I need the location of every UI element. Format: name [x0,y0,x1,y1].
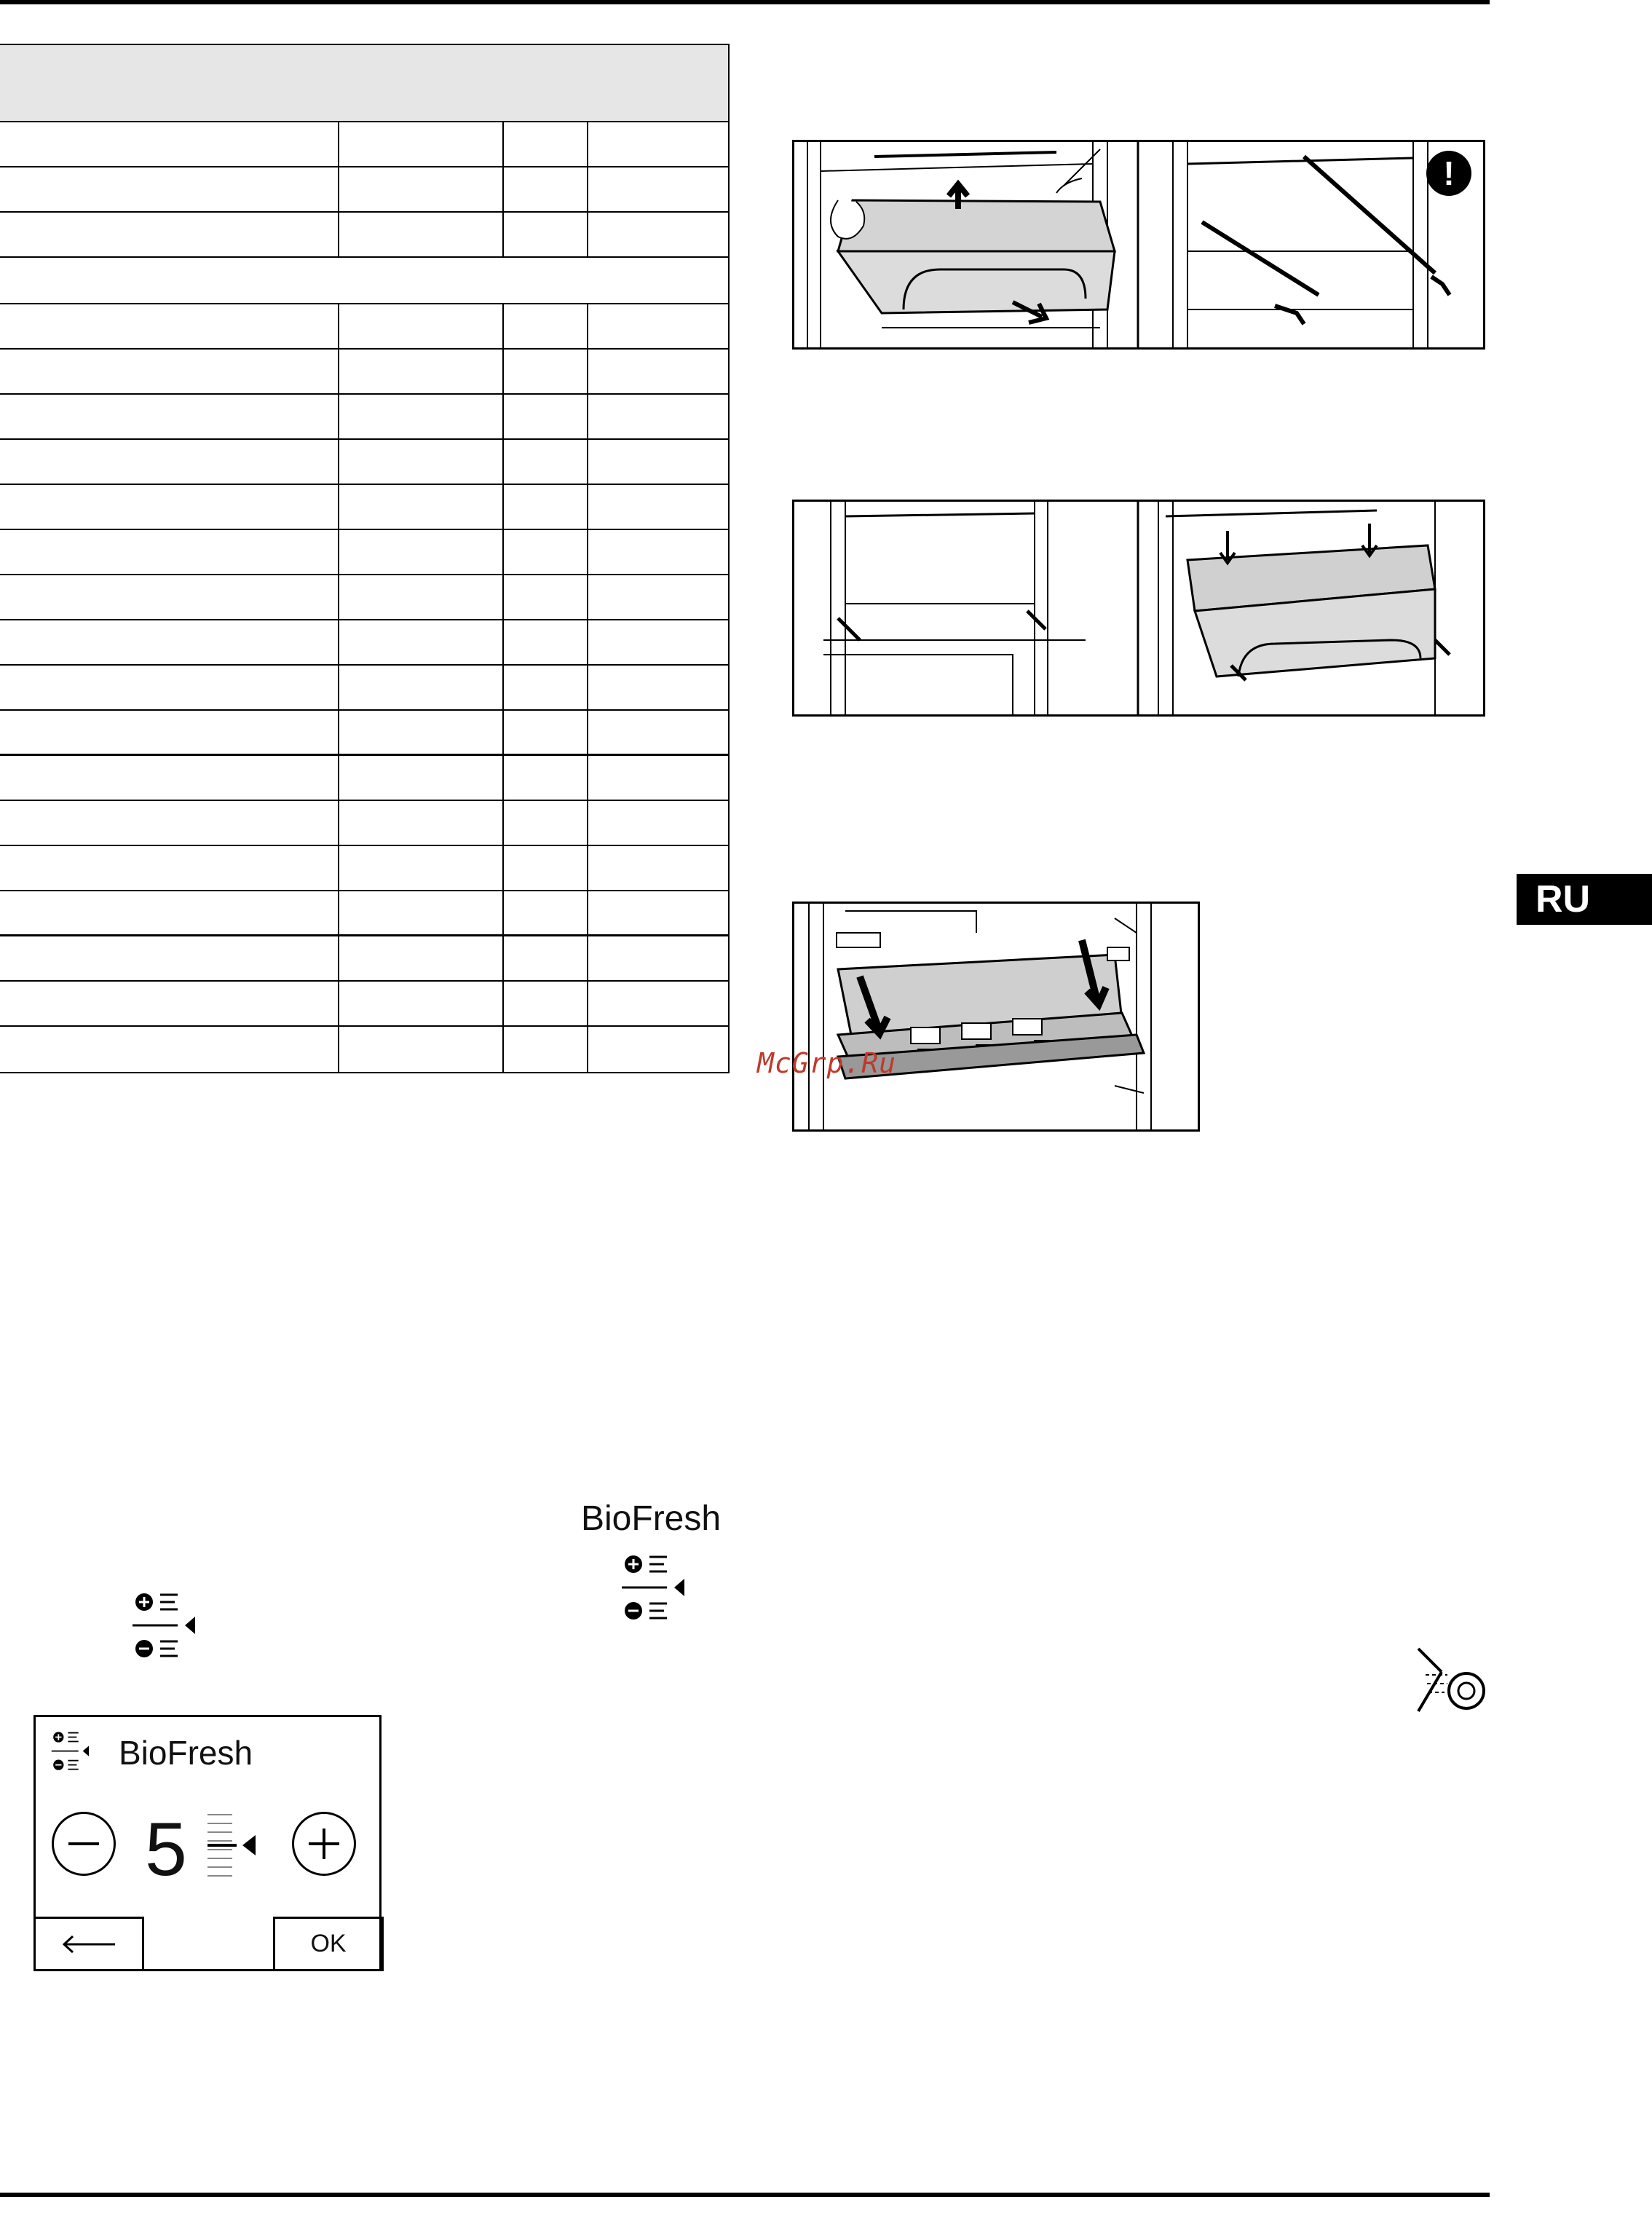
level-scale-icon [205,1810,260,1884]
table-row [0,711,728,756]
figure-drawer-removal [792,140,1485,350]
spec-table [0,44,730,1073]
watermark: McGrp.Ru [757,1047,897,1079]
table-row [0,213,728,258]
table-row [0,304,728,350]
biofresh-display-panel [33,1715,382,1971]
biofresh-heading: BioFresh [581,1499,722,1538]
plus-circle-icon[interactable] [292,1812,356,1876]
table-row [0,936,728,982]
table-row [0,530,728,575]
ok-button[interactable]: OK [273,1917,384,1971]
table-row [0,485,728,530]
figure-drawer-insertion [792,500,1485,717]
table-row [0,350,728,395]
table-section-row [0,258,728,304]
footer-rule [0,2193,1490,2197]
table-row [0,846,728,891]
table-row [0,395,728,440]
table-row [0,891,728,936]
table-row [0,440,728,485]
minus-circle-icon[interactable] [52,1812,116,1876]
table-row [0,122,728,167]
exclamation-warning-icon: ! [1426,151,1471,196]
table-row [0,575,728,620]
table-row [0,982,728,1027]
table-row [0,666,728,711]
biofresh-setting-icon [620,1553,687,1625]
table-row [0,756,728,801]
biofresh-setting-icon [44,1730,97,1775]
header-rule [0,0,1490,4]
table-row [0,167,728,213]
back-arrow-icon [60,1933,118,1955]
biofresh-setting-icon [131,1590,198,1662]
spray-nozzle-icon [1415,1644,1488,1718]
language-tab: RU [1517,874,1652,925]
setting-value: 5 [145,1807,187,1892]
table-row [0,620,728,666]
table-row [0,1027,728,1072]
panel-title: BioFresh [119,1734,253,1772]
back-button[interactable] [33,1917,144,1971]
figure-divider-plate [792,902,1200,1132]
table-header [0,45,728,122]
table-row [0,801,728,846]
